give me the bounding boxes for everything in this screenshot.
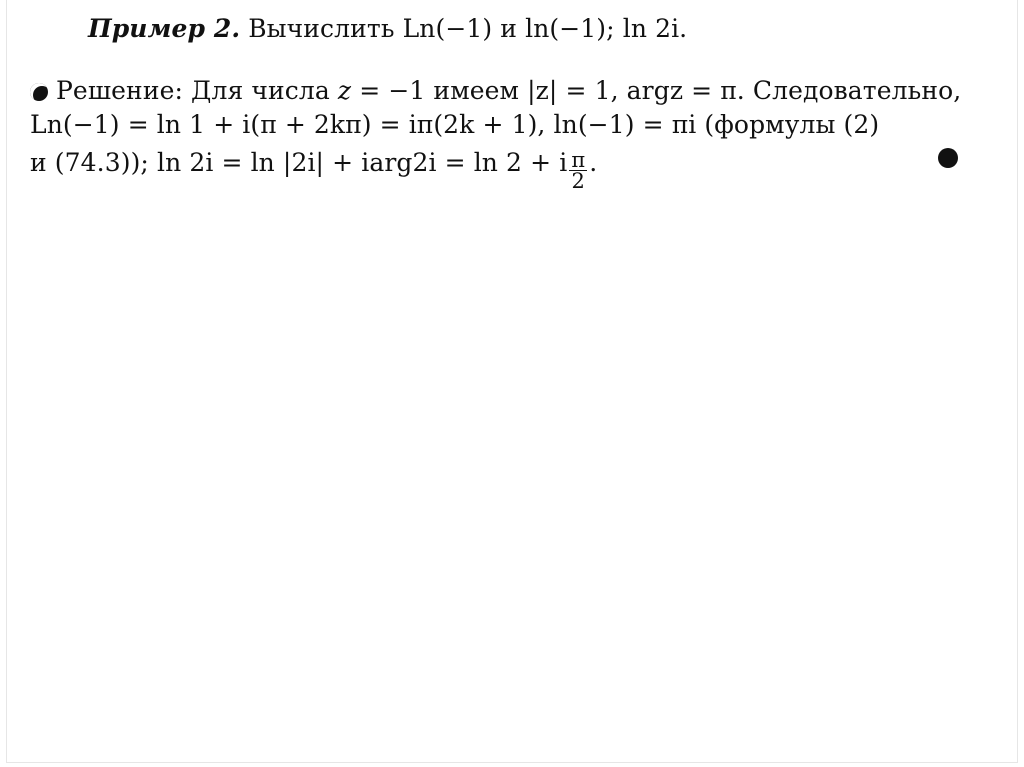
solution-intro: Решение: Для числа (56, 76, 338, 105)
fraction-numerator: π (571, 148, 586, 172)
example-label: Пример 2. (88, 14, 241, 43)
solution-line-3-text: и (74.3)); ln 2i = ln |2i| + iarg2i = ln 2 + i (30, 148, 568, 177)
solution-line-3-end: . (589, 148, 598, 177)
solution-line-2-text: Ln(−1) = ln 1 + i(π + 2kπ) = iπ(2k + 1), ln(−1) = πi (формулы (2) (30, 110, 880, 139)
solution-line-1-rest: = −1 имеем |z| = 1, argz = π. Следовательно, (351, 76, 962, 105)
solution-line-3 (30, 144, 598, 193)
solution-end-marker-icon (938, 148, 958, 168)
solution-start-marker-icon (30, 83, 48, 101)
example-heading (88, 14, 687, 44)
variable-z: z (337, 76, 352, 105)
solution-line-1 (30, 76, 961, 106)
solution-line-2 (30, 110, 879, 140)
fraction-denominator: 2 (571, 169, 585, 193)
fraction-pi-over-2 (569, 150, 587, 191)
example-task: Вычислить Ln(−1) и ln(−1); ln 2i. (248, 14, 688, 43)
